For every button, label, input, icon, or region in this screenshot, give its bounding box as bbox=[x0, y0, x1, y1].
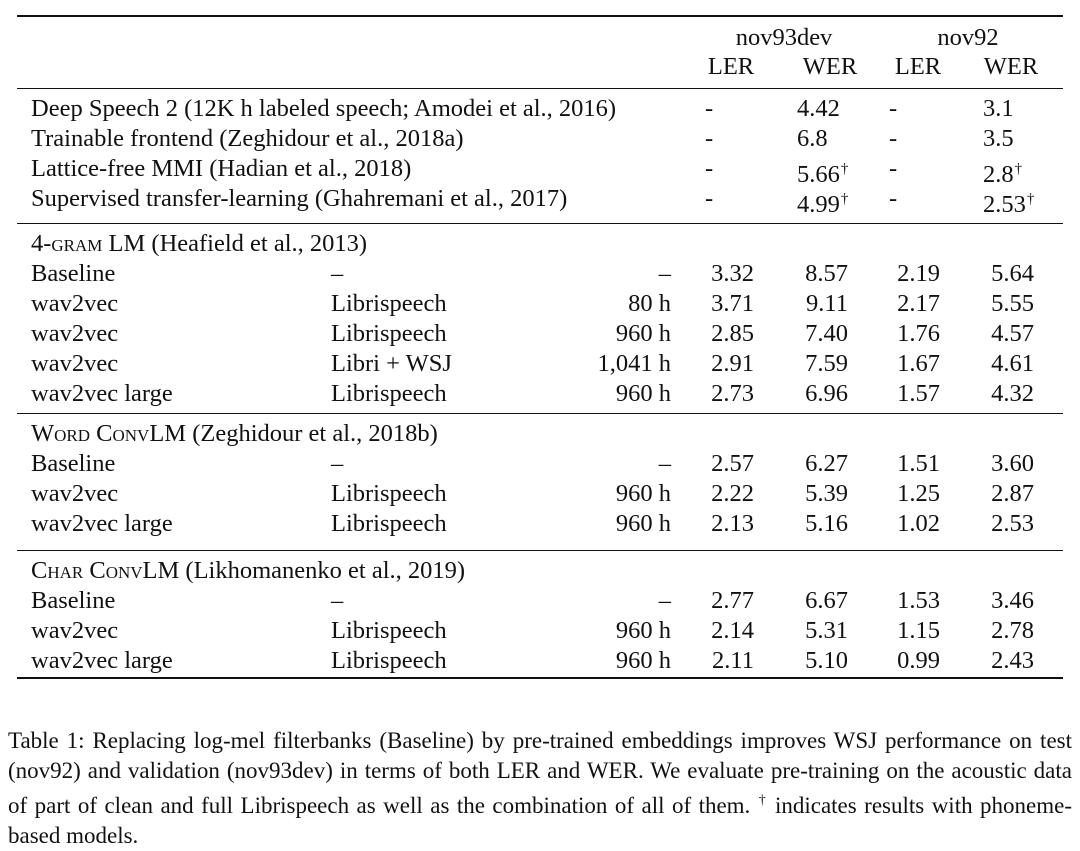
table-cell-value: 0.99 bbox=[897, 647, 940, 674]
table-cell-value: 1.51 bbox=[897, 450, 940, 477]
model-name: wav2vec bbox=[31, 290, 119, 317]
section-title-smallcaps: 4-gram bbox=[31, 230, 103, 257]
value-text: - bbox=[889, 125, 898, 152]
table-cell-value: 1.76 bbox=[897, 320, 940, 347]
pretrain-hours: 80 h bbox=[628, 290, 671, 317]
value-text: - bbox=[705, 185, 714, 212]
prior-work-name: Lattice-free MMI (Hadian et al., 2018) bbox=[31, 155, 412, 182]
table-cell-value: 2.43 bbox=[991, 647, 1034, 674]
value-text: - bbox=[889, 185, 898, 212]
table-cell-value: 4.32 bbox=[991, 380, 1034, 407]
table-cell-value: 2.13 bbox=[711, 510, 754, 537]
prior-work-name: Deep Speech 2 (12K h labeled speech; Amodei et al., 2016) bbox=[31, 95, 617, 122]
value-text: 3.5 bbox=[983, 125, 1014, 152]
model-name: Baseline bbox=[31, 587, 116, 614]
top-rule bbox=[17, 15, 1063, 17]
table-cell-value: 3.60 bbox=[991, 450, 1034, 477]
value-text: - bbox=[705, 95, 714, 122]
header-group-nov92: nov92 bbox=[937, 24, 999, 51]
section-title-rest: LM (Heafield et al., 2013) bbox=[102, 230, 368, 257]
pretrain-hours: 960 h bbox=[615, 480, 671, 507]
header-rule bbox=[17, 88, 1063, 89]
section-title bbox=[31, 229, 367, 259]
table-cell-value: 7.40 bbox=[805, 320, 848, 347]
model-name: wav2vec large bbox=[31, 510, 173, 537]
model-name: wav2vec large bbox=[31, 647, 173, 674]
dagger-mark: † bbox=[1014, 161, 1023, 177]
table-cell-value: 2.77 bbox=[711, 587, 754, 614]
table-cell-value: 6.27 bbox=[805, 450, 848, 477]
table-cell-value bbox=[797, 184, 848, 220]
table-cell-value: 6.67 bbox=[805, 587, 848, 614]
table-cell-value: 4.61 bbox=[991, 350, 1034, 377]
pretrain-data: – bbox=[331, 260, 344, 287]
table-cell-value: 3.71 bbox=[711, 290, 754, 317]
pretrain-hours: 960 h bbox=[615, 320, 671, 347]
table-cell-value: 5.16 bbox=[805, 510, 848, 537]
table-cell-value: 5.39 bbox=[805, 480, 848, 507]
header-group-nov93dev: nov93dev bbox=[735, 24, 833, 51]
section-rule bbox=[17, 550, 1063, 551]
table-cell-value: 9.11 bbox=[806, 290, 848, 317]
table-cell-value: 2.85 bbox=[711, 320, 754, 347]
table-cell-value: 2.11 bbox=[712, 647, 754, 674]
table-cell-value: 1.57 bbox=[897, 380, 940, 407]
table-cell-value: 8.57 bbox=[805, 260, 848, 287]
pretrain-data: – bbox=[331, 587, 344, 614]
value-text: 6.8 bbox=[797, 125, 828, 152]
dagger-mark: † bbox=[840, 161, 849, 177]
table-cell-value: 2.17 bbox=[897, 290, 940, 317]
value-text: 2.8 bbox=[983, 161, 1014, 188]
header-metric: WER bbox=[802, 53, 858, 80]
table-cell-value: 2.91 bbox=[711, 350, 754, 377]
table-cell-value: 1.53 bbox=[897, 587, 940, 614]
section-title-smallcaps: Char ConvLM bbox=[31, 557, 180, 584]
table-cell-value: 2.53 bbox=[991, 510, 1034, 537]
table-cell-value: 7.59 bbox=[805, 350, 848, 377]
pretrain-hours: 1,041 h bbox=[597, 350, 671, 377]
value-text: - bbox=[705, 125, 714, 152]
caption-text: Table 1: Replacing log-mel filterbanks (Baseline) by pre-trained embeddings improves WSJ performance on test (nov92) and validation (nov93dev) in terms of both LER and WER. We evaluate pre-training on the acoustic data of part of clean and full Librispeech as well as the combination of all of them. bbox=[8, 728, 1072, 818]
section-rule bbox=[17, 413, 1063, 414]
pretrain-data: Librispeech bbox=[331, 647, 447, 674]
pretrain-hours: 960 h bbox=[615, 380, 671, 407]
header-metric: WER bbox=[983, 53, 1039, 80]
bottom-rule bbox=[17, 677, 1063, 679]
section-title bbox=[31, 556, 465, 586]
table-cell-value: 3.46 bbox=[991, 587, 1034, 614]
table-cell-value bbox=[983, 94, 1014, 124]
pretrain-hours: 960 h bbox=[615, 510, 671, 537]
table-cell-value: 5.31 bbox=[805, 617, 848, 644]
table-cell-value bbox=[983, 124, 1014, 154]
prior-work-name: Supervised transfer-learning (Ghahremani et al., 2017) bbox=[31, 185, 568, 212]
pretrain-data: Librispeech bbox=[331, 480, 447, 507]
section-title-rest: (Likhomanenko et al., 2019) bbox=[179, 557, 466, 584]
pretrain-data: Librispeech bbox=[331, 290, 447, 317]
caption-text-end: indicates results with phoneme-based models. bbox=[8, 793, 1073, 848]
table-cell-value bbox=[705, 184, 713, 214]
table-cell-value: 1.67 bbox=[897, 350, 940, 377]
pretrain-data: Librispeech bbox=[331, 320, 447, 347]
value-text: 4.99 bbox=[797, 191, 840, 218]
table-cell-value: 2.57 bbox=[711, 450, 754, 477]
pretrain-data: Libri + WSJ bbox=[331, 350, 452, 377]
dagger-mark: † bbox=[1026, 191, 1035, 207]
table-cell-value: 3.32 bbox=[711, 260, 754, 287]
pretrain-data: – bbox=[331, 450, 344, 477]
dagger-mark: † bbox=[840, 191, 849, 207]
table-cell-value: 2.19 bbox=[897, 260, 940, 287]
caption-dagger: † bbox=[758, 793, 768, 808]
pretrain-data: Librispeech bbox=[331, 617, 447, 644]
pretrain-hours: 960 h bbox=[615, 647, 671, 674]
value-text: 3.1 bbox=[983, 95, 1014, 122]
value-text: 4.42 bbox=[797, 95, 840, 122]
table-cell-value: 2.78 bbox=[991, 617, 1034, 644]
model-name: wav2vec bbox=[31, 350, 119, 377]
table-cell-value bbox=[889, 184, 897, 214]
table-caption bbox=[8, 726, 1072, 851]
table-cell-value: 5.55 bbox=[991, 290, 1034, 317]
section-rule bbox=[17, 223, 1063, 224]
value-text: 2.53 bbox=[983, 191, 1026, 218]
pretrain-hours: – bbox=[658, 260, 671, 287]
table-cell-value bbox=[889, 124, 897, 154]
table-cell-value bbox=[705, 154, 713, 184]
table-cell-value: 2.87 bbox=[991, 480, 1034, 507]
section-title-rest: (Zeghidour et al., 2018b) bbox=[186, 420, 438, 447]
table-cell-value bbox=[889, 154, 897, 184]
value-text: - bbox=[889, 95, 898, 122]
pretrain-hours: 960 h bbox=[615, 617, 671, 644]
table-cell-value: 1.02 bbox=[897, 510, 940, 537]
table-cell-value: 2.14 bbox=[711, 617, 754, 644]
section-title-smallcaps: Word ConvLM bbox=[31, 420, 187, 447]
model-name: wav2vec bbox=[31, 480, 119, 507]
value-text: - bbox=[705, 155, 714, 182]
model-name: wav2vec bbox=[31, 617, 119, 644]
table-cell-value: 2.73 bbox=[711, 380, 754, 407]
table-cell-value: 4.57 bbox=[991, 320, 1034, 347]
value-text: 5.66 bbox=[797, 161, 840, 188]
pretrain-data: Librispeech bbox=[331, 380, 447, 407]
table-cell-value: 5.64 bbox=[991, 260, 1034, 287]
table-cell-value: 6.96 bbox=[805, 380, 848, 407]
pretrain-hours: – bbox=[658, 587, 671, 614]
model-name: Baseline bbox=[31, 450, 116, 477]
model-name: Baseline bbox=[31, 260, 116, 287]
table-cell-value bbox=[797, 124, 828, 154]
header-metric: LER bbox=[894, 53, 942, 80]
table-cell-value: 5.10 bbox=[805, 647, 848, 674]
section-title bbox=[31, 419, 438, 449]
table-cell-value bbox=[705, 124, 713, 154]
pretrain-data: Librispeech bbox=[331, 510, 447, 537]
table-cell-value bbox=[889, 94, 897, 124]
pretrain-hours: – bbox=[658, 450, 671, 477]
model-name: wav2vec bbox=[31, 320, 119, 347]
header-metric: LER bbox=[707, 53, 755, 80]
table-cell-value: 1.25 bbox=[897, 480, 940, 507]
table-cell-value bbox=[983, 184, 1034, 220]
table-cell-value: 1.15 bbox=[897, 617, 940, 644]
value-text: - bbox=[889, 155, 898, 182]
table-cell-value: 2.22 bbox=[711, 480, 754, 507]
table-cell-value bbox=[705, 94, 713, 124]
prior-work-name: Trainable frontend (Zeghidour et al., 2018a) bbox=[31, 125, 464, 152]
table-cell-value bbox=[797, 94, 840, 124]
model-name: wav2vec large bbox=[31, 380, 173, 407]
